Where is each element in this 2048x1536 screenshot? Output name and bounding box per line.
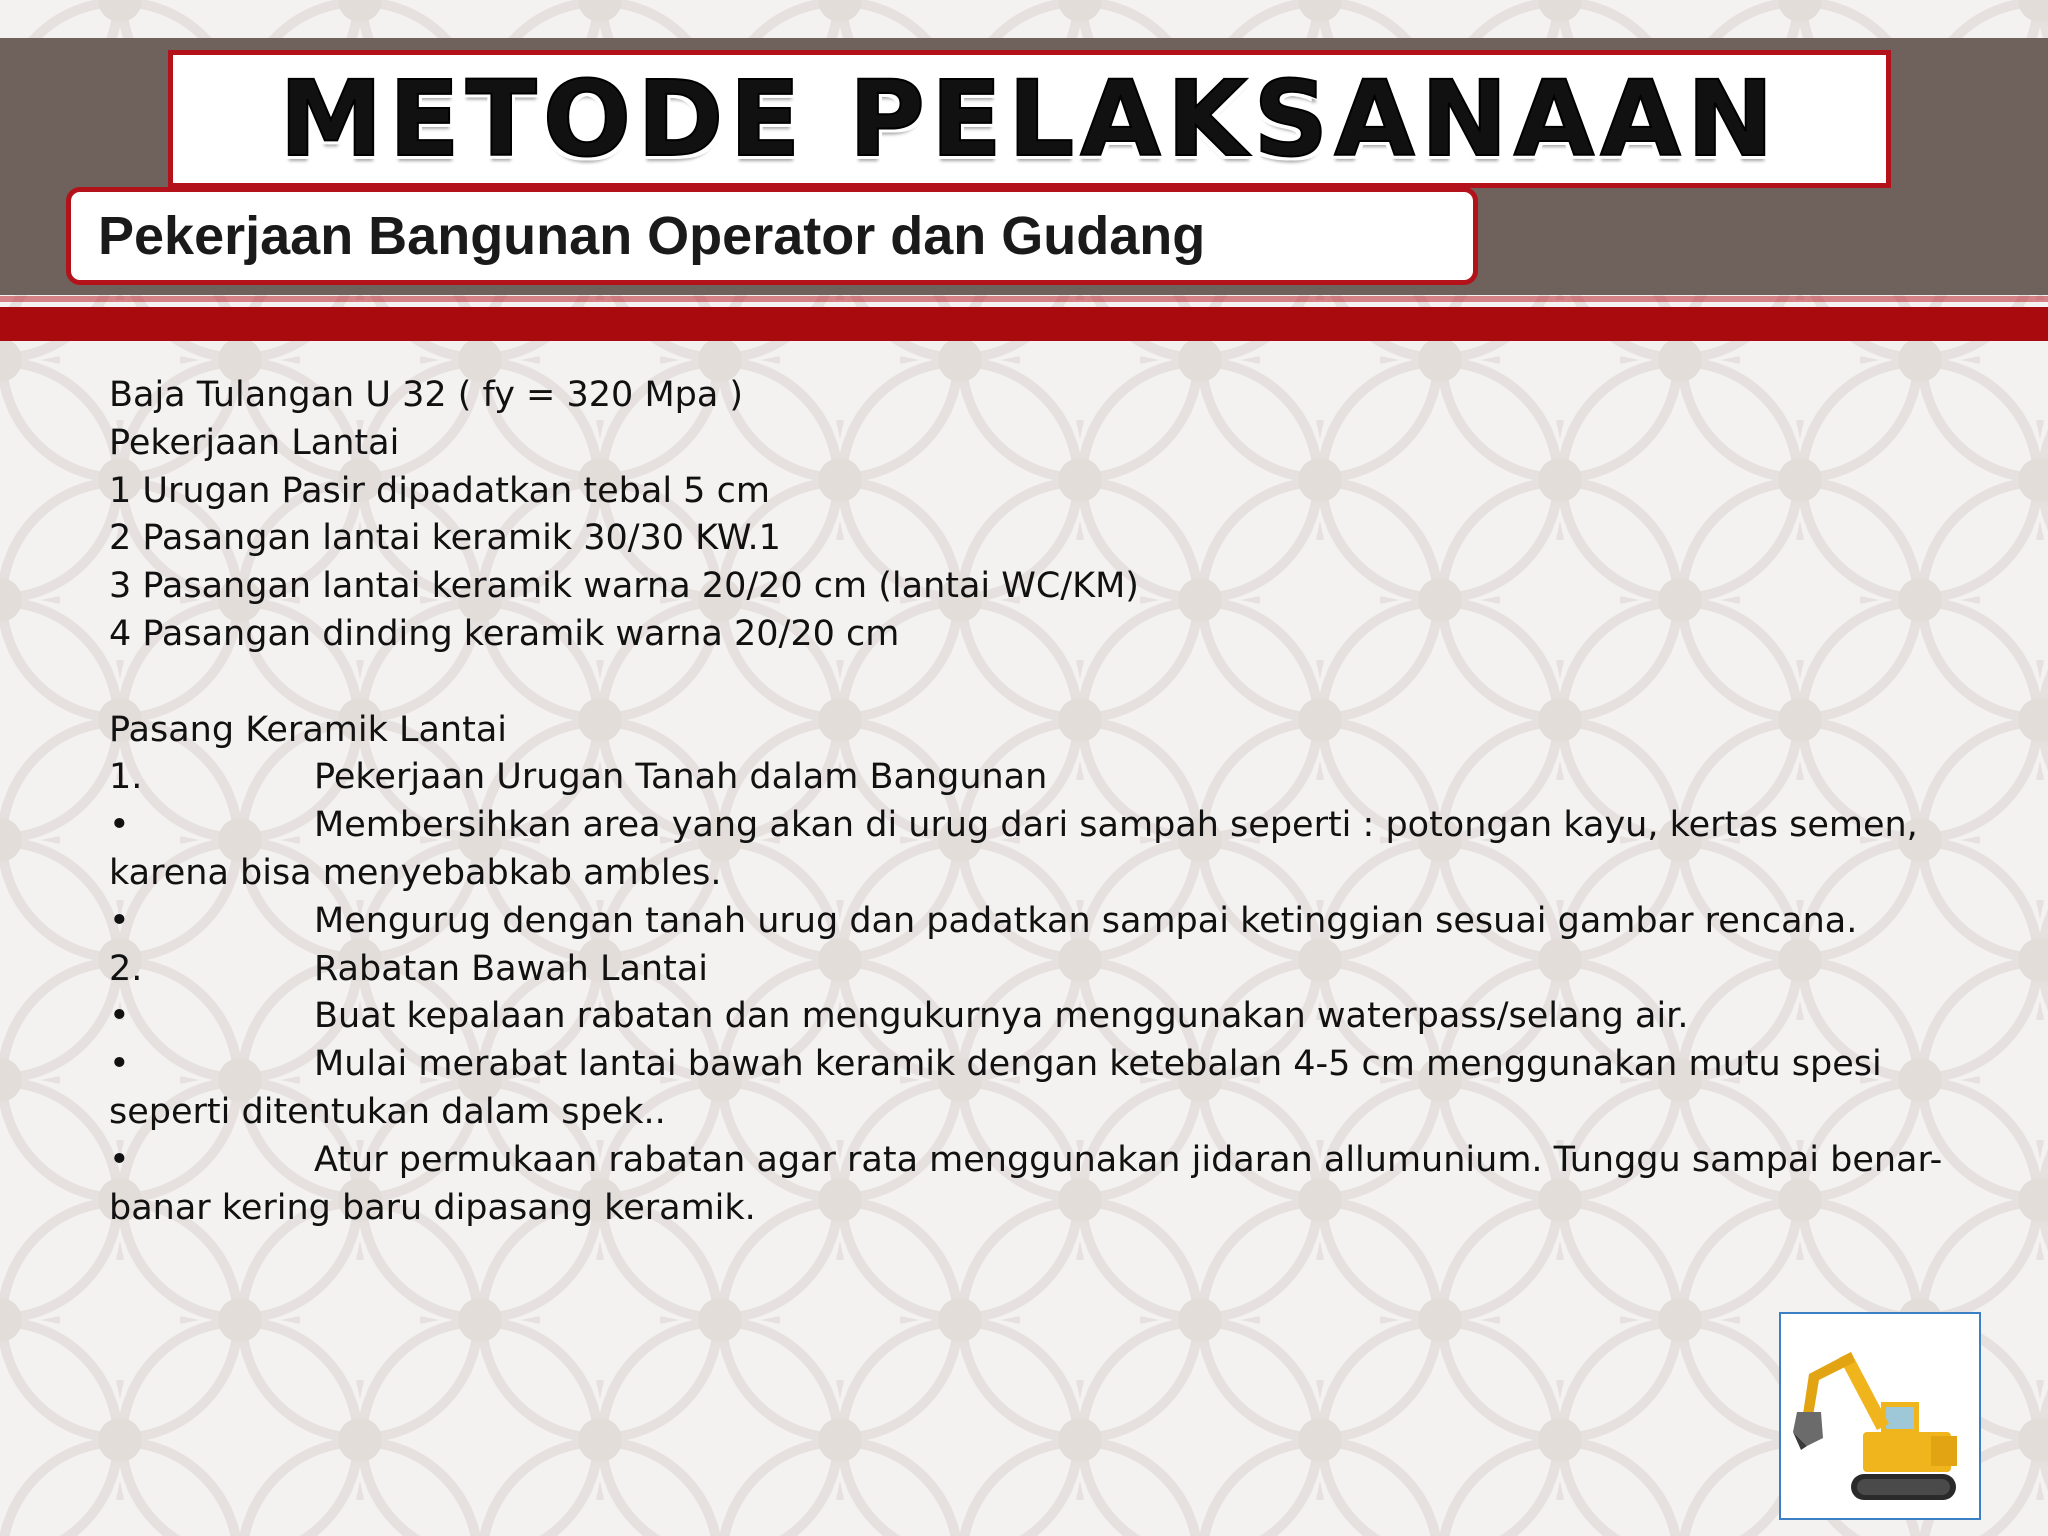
- slide-title: METODE PELAKSANAAN: [279, 58, 1780, 180]
- list-marker: •: [109, 805, 130, 846]
- list-marker: •: [109, 1044, 130, 1085]
- excavator-image-frame: [1779, 1312, 1981, 1520]
- list-item-text: Buat kepalaan rabatan dan mengukurnya menggunakan waterpass/selang air.: [314, 996, 1689, 1037]
- text-line: 4 Pasangan dinding keramik warna 20/20 cm: [109, 613, 900, 654]
- text-line: Baja Tulangan U 32 ( fy = 320 Mpa ): [109, 375, 744, 415]
- section-heading: Pasang Keramik Lantai: [109, 709, 508, 750]
- divider-thin: [0, 296, 2048, 302]
- text-line: 1 Urugan Pasir dipadatkan tebal 5 cm: [109, 470, 770, 511]
- list-item-text: Rabatan Bawah Lantai: [314, 948, 709, 989]
- list-item-text: Mengurug dengan tanah urug dan padatkan sampai ketinggian sesuai gambar rencana.: [314, 900, 1858, 941]
- text-line: Pekerjaan Lantai: [109, 422, 400, 463]
- list-item: [109, 1137, 1989, 1233]
- slide-body: [109, 372, 1989, 1232]
- spacer: [109, 659, 1989, 707]
- list-item-text: Mulai merabat lantai bawah keramik dengan ketebalan 4-5 cm menggunakan mutu spesi seperti ditentukan dalam spek..: [109, 1044, 1882, 1132]
- list-item: [109, 802, 1989, 898]
- slide-subtitle: Pekerjaan Bangunan Operator dan Gudang: [98, 206, 1206, 266]
- list-item-text: Pekerjaan Urugan Tanah dalam Bangunan: [314, 757, 1048, 798]
- list-item: [109, 1041, 1989, 1137]
- list-item: [109, 754, 1989, 802]
- list-item-text: Membersihkan area yang akan di urug dari sampah seperti : potongan kayu, kertas semen, karena bisa menyebabkab ambles.: [109, 805, 1918, 893]
- list-marker: •: [109, 900, 130, 941]
- excavator-icon: [1781, 1314, 1979, 1518]
- list-item: [109, 946, 1989, 994]
- list-marker: •: [109, 1139, 130, 1180]
- list-item: [109, 993, 1989, 1041]
- text-line: 3 Pasangan lantai keramik warna 20/20 cm (lantai WC/KM): [109, 566, 1139, 607]
- list-marker: 1.: [109, 757, 143, 798]
- list-marker: •: [109, 996, 130, 1037]
- title-box: [168, 50, 1891, 188]
- list-item: [109, 898, 1989, 946]
- list-item-text: Atur permukaan rabatan agar rata menggunakan jidaran allumunium. Tunggu sampai benar-banar kering baru dipasang keramik.: [109, 1139, 1943, 1228]
- text-line: 2 Pasangan lantai keramik 30/30 KW.1: [109, 518, 781, 559]
- divider-red-stripe: [0, 307, 2048, 341]
- list-marker: 2.: [109, 948, 143, 989]
- subtitle-box: [66, 187, 1478, 285]
